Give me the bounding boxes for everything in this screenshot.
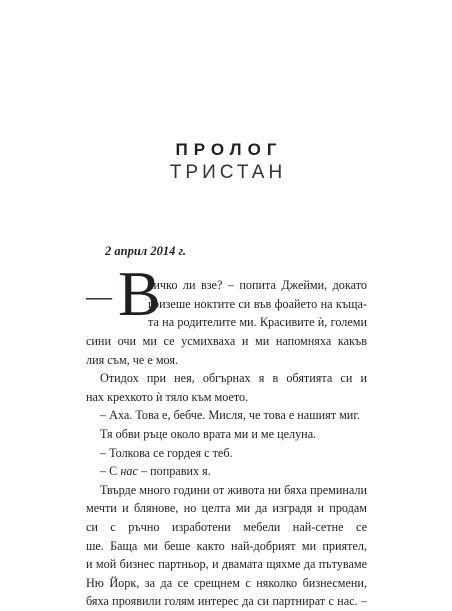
text-line: – С нас – поправих я. [100, 464, 211, 479]
drop-cap: В [118, 258, 161, 329]
text-line: мечти и блянове, но целта ми да изградя и продам [86, 501, 367, 516]
drop-cap-lines [148, 276, 367, 332]
text-line: и мой бизнес партньор, и двамата щяхме да пътуваме [86, 557, 367, 572]
text-line: сини очи ми се усмихваха и ми напомняха какъв [86, 334, 367, 348]
text-line: Ню Йорк, за да се срещнем с няколко бизнесмени, [86, 575, 367, 590]
text-line: Твърде много години от живота ни бяха преминали [100, 482, 367, 497]
chapter-pov-name: ТРИСТАН [169, 162, 287, 183]
text-line: та на родителите ми. Красивите ѝ, големи [148, 315, 367, 330]
text-line: сичко ли взе? – попита Джейми, докато [148, 278, 367, 292]
text-line: бяха проявили голям интерес да си партнират с нас. – [86, 594, 367, 609]
text-line: ше. Баща ми беше както най-добрият ми приятел, [86, 538, 367, 553]
text-line: гризеше ноктите си във фоайето на къща- [148, 296, 367, 311]
body-text [86, 332, 367, 611]
text-line: Отидох при нея, обгърнах я в обятията си и [100, 371, 367, 386]
chapter-heading: ПРОЛОГ [175, 140, 283, 159]
text-line: – Толкова се гордея с теб. [100, 445, 233, 460]
text-line: си с ръчно изработени мебели най-сетне се [86, 519, 367, 534]
text-line: Тя обви ръце около врата ми и ме целуна. [100, 426, 317, 441]
text-line: лия съм, че е моя. [86, 352, 179, 367]
dialogue-dash: — [86, 282, 112, 311]
text-line: нах крехкото ѝ тяло към моето. [86, 389, 249, 404]
dateline: 2 април 2014 г. [105, 244, 187, 258]
text-line: – Аха. Това е, бебче. Мисля, че това е нашият миг. [100, 408, 360, 423]
